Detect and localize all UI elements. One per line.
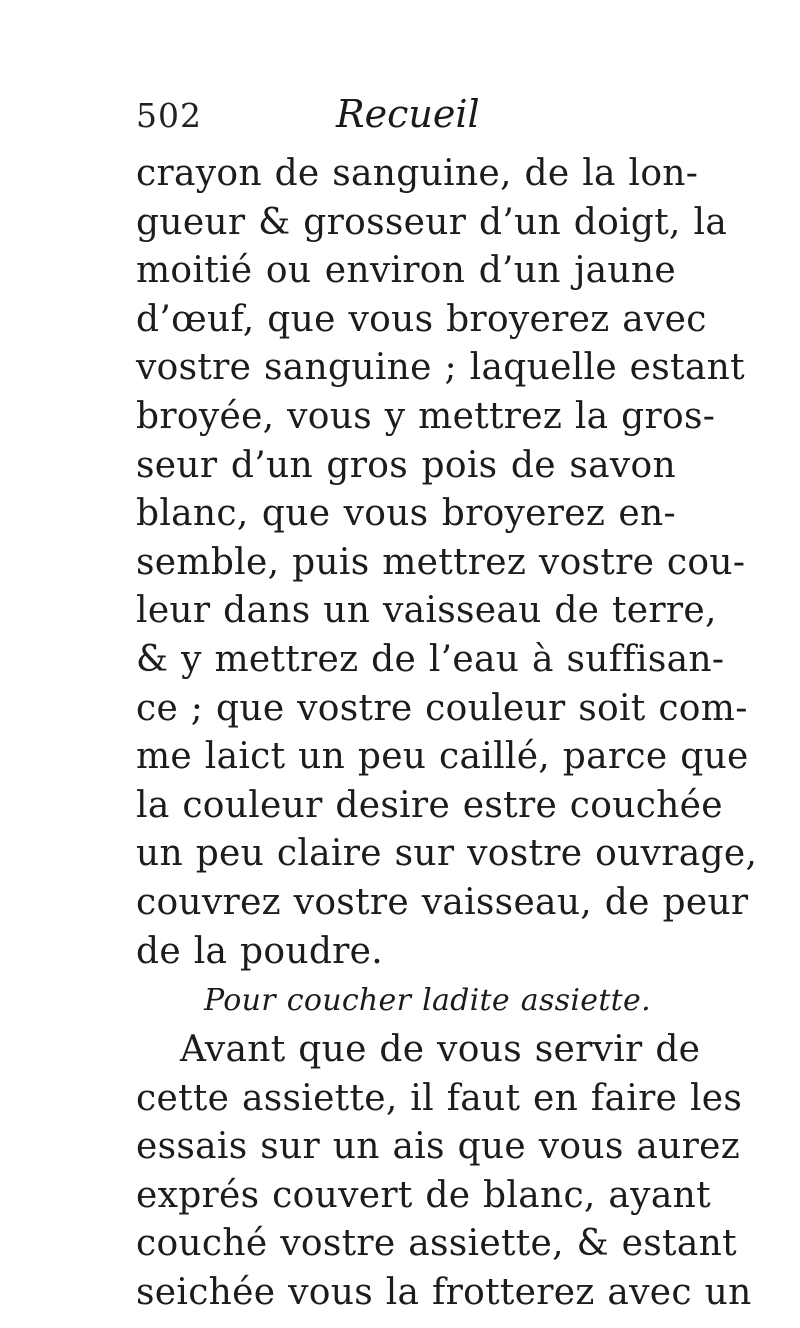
text-line: essais sur un ais que vous aurez — [136, 1126, 740, 1168]
text-line: couché vostre assiette, & estant — [136, 1223, 737, 1265]
text-line: leur dans un vaisseau de terre, — [136, 590, 717, 632]
text-line: moitié ou environ d’un jaune — [136, 250, 676, 292]
text-line: & y mettrez de l’eau à suffisan- — [136, 638, 725, 680]
text-line: gueur & grosseur d’un doigt, la — [136, 201, 728, 243]
text-line: la couleur desire estre couchée — [136, 784, 723, 826]
text-line: blanc, que vous broyerez en- — [136, 493, 676, 535]
text-line: crayon de sanguine, de la lon- — [136, 153, 699, 194]
text-line: broyée, vous y mettrez la gros- — [136, 395, 716, 437]
text-line: cette assiette, il faut en faire les — [136, 1077, 743, 1119]
section-heading: Pour coucher ladite assiette. — [204, 983, 651, 1019]
text-line: ce ; que vostre couleur soit com- — [136, 687, 748, 729]
text-line: couvrez vostre vaisseau, de peur — [136, 881, 749, 923]
text-line: un peu claire sur vostre ouvrage, — [136, 833, 758, 875]
text-line: de la poudre. — [136, 930, 384, 972]
text-line: semble, puis mettrez vostre cou- — [136, 541, 746, 583]
text-line: d’œuf, que vous broyerez avec — [136, 298, 707, 340]
text-line: Avant que de vous servir de — [180, 1029, 701, 1071]
text-line: vostre sanguine ; laquelle estant — [136, 347, 745, 389]
page-number: 502 — [136, 96, 202, 135]
text-line: exprés couvert de blanc, ayant — [136, 1174, 711, 1216]
running-title: Recueil — [336, 92, 480, 136]
text-line: seur d’un gros pois de savon — [136, 444, 676, 486]
running-head — [136, 92, 676, 140]
text-line: me laict un peu caillé, parce que — [136, 736, 749, 778]
body-text — [136, 150, 758, 1318]
text-line: seichée vous la frotterez avec un — [136, 1272, 752, 1314]
